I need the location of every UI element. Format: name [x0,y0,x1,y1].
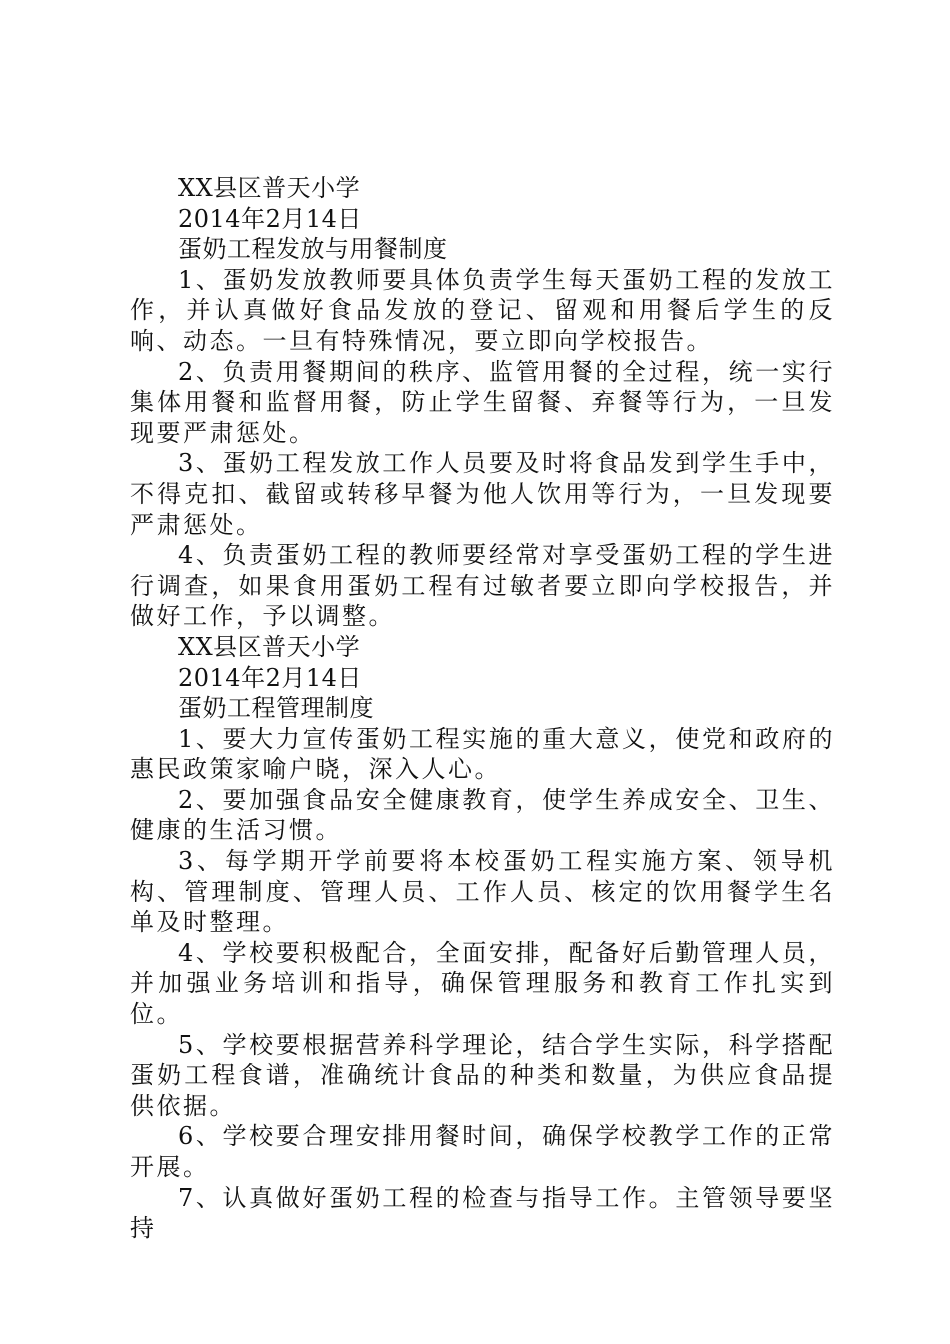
paragraph: 7、认真做好蛋奶工程的检查与指导工作。主管领导要坚持 [130,1183,835,1243]
paragraph: 3、每学期开学前要将本校蛋奶工程实施方案、领导机构、管理制度、管理人员、工作人员、核定的饮用餐学生名单及时整理。 [130,847,835,937]
paragraph: 5、学校要根据营养科学理论，结合学生实际，科学搭配蛋奶工程食谱，准确统计食品的种类和数量，为供应食品提供依据。 [130,1030,835,1120]
paragraph: 4、学校要积极配合，全面安排，配备好后勤管理人员，并加强业务培训和指导，确保管理服务和教育工作扎实到位。 [130,938,835,1029]
paragraph: 1、蛋奶发放教师要具体负责学生每天蛋奶工程的发放工作，并认真做好食品发放的登记、留观和用餐后学生的反响、动态。一旦有特殊情况，要立即向学校报告。 [130,265,835,355]
section-title: 蛋奶工程管理制度 [178,694,374,723]
paragraph: 4、负责蛋奶工程的教师要经常对享受蛋奶工程的学生进行调查，如果食用蛋奶工程有过敏者要立即向学校报告，并做好工作，予以调整。 [130,541,835,631]
school-name: XX县区普天小学 [178,632,361,661]
paragraph: 1、要大力宣传蛋奶工程实施的重大意义，使党和政府的惠民政策家喻户晓，深入人心。 [130,724,835,784]
paragraph: 6、学校要合理安排用餐时间，确保学校教学工作的正常开展。 [130,1122,835,1181]
document-date: 2014年2月14日 [178,663,362,692]
school-name: XX县区普天小学 [178,174,361,202]
paragraph: 2、负责用餐期间的秩序、监管用餐的全过程，统一实行集体用餐和监督用餐，防止学生留餐、弃餐等行为，一旦发现要严肃惩处。 [130,357,835,447]
paragraph: 2、要加强食品安全健康教育，使学生养成安全、卫生、健康的生活习惯。 [130,785,835,845]
document-date: 2014年2月14日 [178,204,362,233]
section-title: 蛋奶工程发放与用餐制度 [178,235,448,264]
document-body [130,173,835,1244]
paragraph: 3、蛋奶工程发放工作人员要及时将食品发到学生手中，不得克扣、截留或转移早餐为他人饮用等行为，一旦发现要严肃惩处。 [130,449,835,539]
